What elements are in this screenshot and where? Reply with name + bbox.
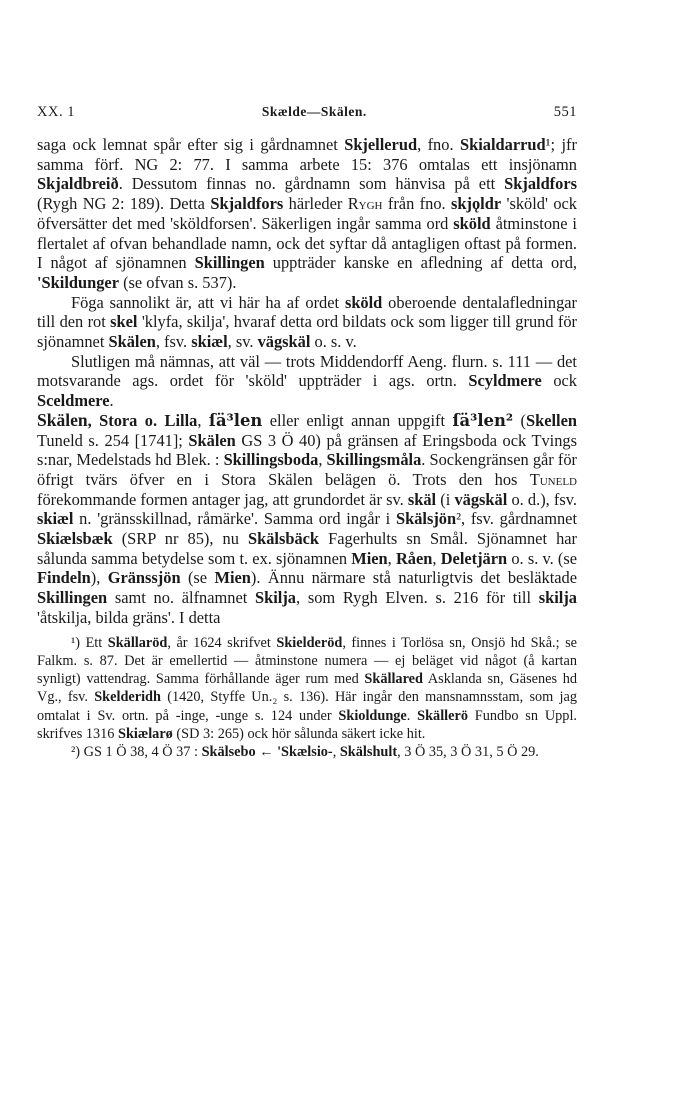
- running-header: [37, 104, 577, 121]
- place-name: Skälsjön: [395, 509, 457, 529]
- entry-headword: Skälen: [37, 409, 88, 430]
- place-name: Skellen: [525, 410, 577, 430]
- word-form: sköld: [453, 213, 491, 233]
- place-name: Råen: [395, 548, 433, 568]
- place-name: Skialdarrud: [459, 135, 546, 154]
- paragraph-3: Slutligen må nämnas, att väl — trots Middendorff Aeng. flurn. s. 111 — det motsvarande ags. ordet för 'sköld' uppträder i ags. ortn. Scyldmere ock Sceldmere.: [37, 351, 577, 411]
- place-name: Skelderidh: [94, 689, 161, 706]
- place-name: Skälsebo: [201, 744, 256, 761]
- place-name: Skillingen: [194, 253, 265, 273]
- place-name: Skillingsmåla: [326, 450, 422, 470]
- place-name: Mien: [214, 568, 251, 588]
- place-name: Skielderöd: [276, 634, 343, 651]
- word-form: skiæl: [191, 332, 228, 352]
- place-name: Skillingen: [37, 588, 108, 608]
- word-form: vägskäl: [257, 332, 311, 352]
- section-number: XX. 1: [37, 104, 75, 120]
- place-name: Skjaldfors: [210, 194, 284, 214]
- dialect-form: ſä³len²: [452, 410, 514, 430]
- paragraph-1: saga ock lemnat spår efter sig i gårdnamnet Skjellerud, fno. Skialdarrud¹; jfr samma förf. NG 2: 77. I samma arbete 15: 376 omtalas ett insjönamn Skjaldbreið. Dessutom finnas no. gårdnamn som hänvisa på ett Skjaldfors (Rygh NG 2: 189). Detta Skjaldfors härleder Rygh från fno. skjǫldr 'sköld' ock öfversätter det med 'sköldforsen'. Säkerligen ingår samma ord sköld åtminstone i flertalet af ofvan behandlade namn, ock det syftar då antagligen oftast på formen. I något af sjönamnen Skillingen uppträder kanske en afledning af detta ord, 'Skildunger (se ofvan s. 537).: [37, 135, 577, 292]
- word-form: skilja: [538, 588, 577, 608]
- place-name: Scyldmere: [468, 371, 542, 391]
- author-name: Tuneld: [529, 469, 577, 489]
- word-form: skiæl: [37, 509, 74, 529]
- page-number: 551: [553, 104, 577, 120]
- place-name: Skälshult: [339, 744, 398, 761]
- footnote-2: ²) GS 1 Ö 38, 4 Ö 37 : Skälsebo ← 'Skælsio-, Skälshult, 3 Ö 35, 3 Ö 31, 5 Ö 29.: [71, 744, 539, 761]
- place-name: Skällerö: [417, 707, 468, 724]
- place-name: Skilja: [255, 588, 296, 608]
- footnotes: [37, 634, 577, 762]
- word-form: 'Skildunger: [37, 272, 119, 292]
- place-name: Skälen: [188, 430, 236, 450]
- place-name: Mien: [351, 548, 388, 568]
- place-name: Skällared: [364, 671, 423, 688]
- author-name: Rygh: [347, 194, 383, 214]
- main-text: [37, 135, 577, 628]
- place-name: Skjellerud: [344, 135, 418, 154]
- word-form: skel: [110, 312, 138, 332]
- word-form: vägskäl: [454, 489, 508, 509]
- place-name: Skiælsbæk: [37, 529, 113, 549]
- dialect-form: ſä³len: [208, 410, 263, 430]
- place-name: Gränssjön: [107, 568, 181, 588]
- place-name: Skillingsboda: [223, 450, 319, 470]
- place-name: Sceldmere: [37, 391, 110, 411]
- place-name: Deletjärn: [440, 548, 508, 568]
- footnote-1: ¹) Ett Skällaröd, år 1624 skrifvet Skielderöd, finnes i Torlösa sn, Onsjö hd Skå.; se Falkm. s. 87. Det är emellertid — åtminstone numera — ej beläget vid något (å kartan synligt) vattendrag. Samma förhållande äger rum med Skällared Asklanda sn, Gäsenes hd Vg., fsv. Skelderidh (1420, Styffe Un.₂ s. 136). Här ingår den mansnamnsstam, som jag omtalat i Sv. ortn. på -inge, -unge s. 124 under Skioldunge. Skällerö Fundbo sn Uppl. skrifves 1316 Skiælarø (SD 3: 265) ock hör sålunda säkert icke hit.: [37, 634, 578, 743]
- running-title: Skælde—Skälen.: [261, 104, 367, 119]
- place-name: Skjaldfors: [504, 174, 577, 194]
- place-name: Findeln: [37, 568, 91, 588]
- place-name: Skälsbäck: [247, 529, 320, 549]
- place-name: 'Skælsio-: [277, 744, 333, 761]
- place-name: Skiælarø: [118, 726, 173, 743]
- place-name: Skälen: [108, 332, 156, 352]
- place-name: Skjaldbreið: [37, 174, 119, 194]
- place-name: Skällaröd: [107, 634, 168, 651]
- word-form: skäl: [407, 489, 437, 509]
- word-form: skjǫldr: [451, 194, 502, 214]
- entry-headword: Lilla: [164, 410, 198, 430]
- name-form: Skioldunge: [338, 707, 407, 724]
- word-form: sköld: [344, 292, 383, 312]
- paragraph-2: Föga sannolikt är, att vi här ha af ordet sköld oberoende dentalafledningar till den rot skel 'klyfa, skilja', hvaraf detta ord bildats ock som ligger till grund för sjönamnet Skälen, fsv. skiæl, sv. vägskäl o. s. v.: [37, 292, 577, 352]
- entry-skalen: Skälen, Stora o. Lilla, ſä³len eller enligt annan uppgift ſä³len² (Skellen Tuneld s. 254 [1741]; Skälen GS 3 Ö 40) på gränsen af Eringsboda ock Tvings s:nar, Medelstads hd Blek. : Skillingsboda, Skillingsmåla. Sockengränsen går för öfrigt tvärs öfver en i Stora Skälen belägen ö. Trots den hos Tuneld förekommande formen antager jag, att grundordet är sv. skäl (i vägskäl o. d.), fsv. skiæl n. 'gränsskillnad, råmärke'. Samma ord ingår i Skälsjön², fsv. gårdnamnet Skiælsbæk (SRP nr 85), nu Skälsbäck Fagerhults sn Smål. Sjönamnet har sålunda samma betydelse som t. ex. sjönamnen Mien, Råen, Deletjärn o. s. v. (se Findeln), Gränssjön (se Mien). Ännu närmare stå naturligtvis det besläktade Skillingen samt no. älfnamnet Skilja, som Rygh Elven. s. 216 för till skilja 'åtskilja, bilda gräns'. I detta: [37, 409, 578, 627]
